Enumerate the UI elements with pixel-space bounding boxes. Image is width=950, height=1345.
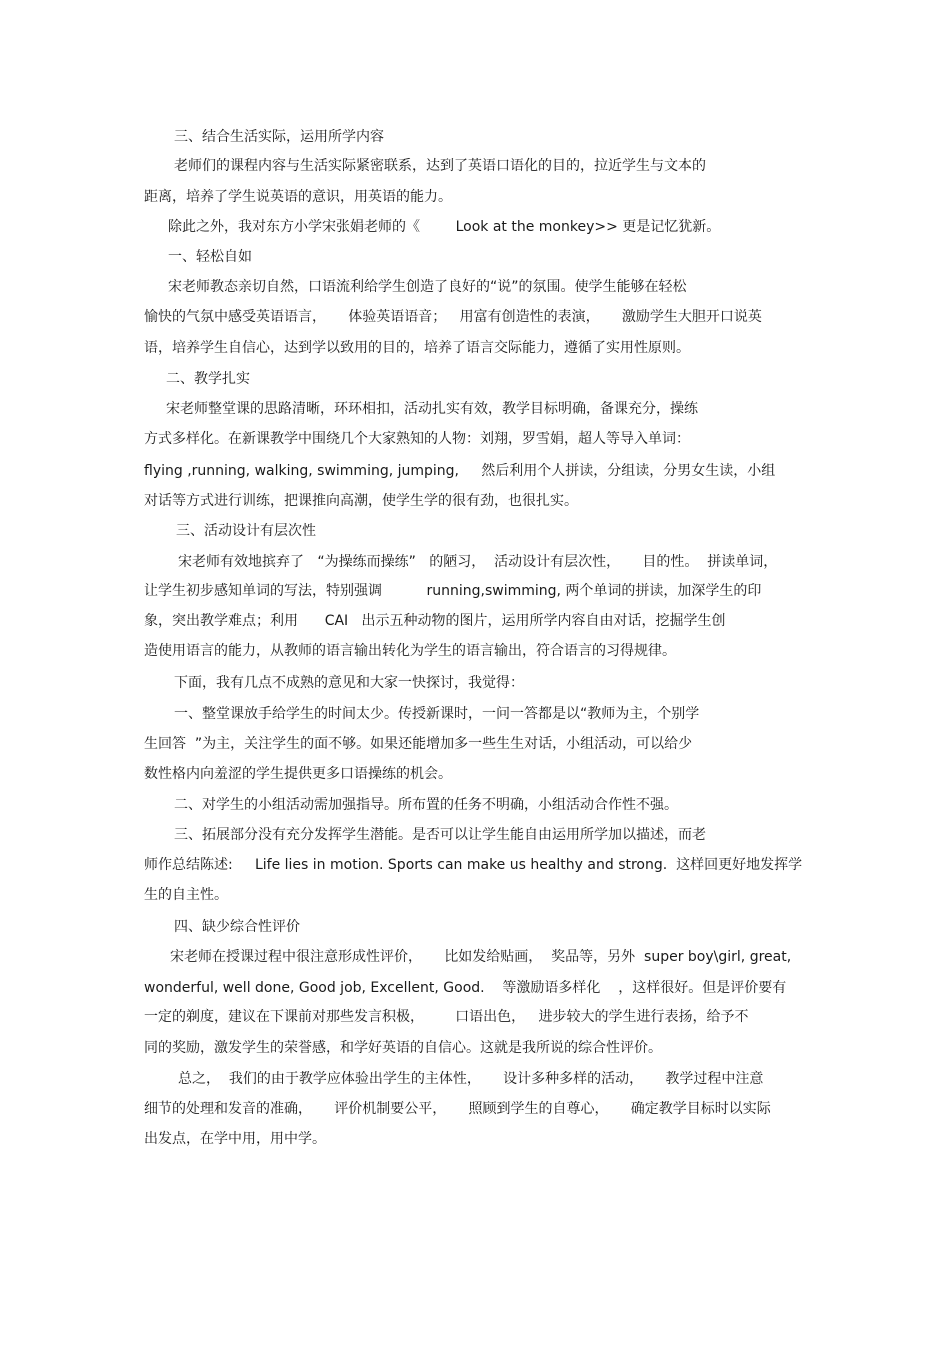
paragraph-line: 象，突出教学难点；利用 CAI 出示五种动物的图片，运用所学内容自由对话，挖掘学生创 bbox=[144, 613, 726, 629]
paragraph-line: 数性格内向羞涩的学生提供更多口语操练的机会。 bbox=[144, 766, 452, 782]
paragraph-line: 造使用语言的能力，从教师的语言输出转化为学生的语言输出，符合语言的习得规律。 bbox=[144, 643, 676, 659]
paragraph-line: 让学生初步感知单词的写法，特别强调 running,swimming, 两个单词的拼读，加深学生的印 bbox=[144, 583, 762, 599]
paragraph-line: 方式多样化。在新课教学中围绕几个大家熟知的人物：刘翔，罗雪娟，超人等导入单词： bbox=[144, 431, 690, 447]
paragraph-line: 生回答 ”为主，关注学生的面不够。如果还能增加多一些生生对话，小组活动，可以给少 bbox=[144, 736, 693, 752]
paragraph-line: 语，培养学生自信心，达到学以致用的目的，培养了语言交际能力，遵循了实用性原则。 bbox=[144, 340, 690, 356]
paragraph-line: 生的自主性。 bbox=[144, 887, 228, 903]
paragraph-line: 三、拓展部分没有充分发挥学生潜能。是否可以让学生能自由运用所学加以描述，而老 bbox=[174, 827, 706, 843]
paragraph-line: wonderful, well done, Good job, Excellent, Good. 等激励语多样化 ，这样很好。但是评价要有 bbox=[144, 980, 787, 996]
paragraph-line: 老师们的课程内容与生活实际紧密联系，达到了英语口语化的目的，拉近学生与文本的 bbox=[174, 158, 706, 174]
heading-one-relaxed: 一、轻松自如 bbox=[168, 249, 252, 265]
paragraph-line: 愉快的气氛中感受英语语言， 体验英语语音； 用富有创造性的表演， 激励学生大胆开口说英 bbox=[144, 309, 762, 325]
paragraph-line: flying ,running, walking, swimming, jumping, 然后利用个人拼读，分组读，分男女生读，小组 bbox=[144, 463, 776, 479]
paragraph-line: 细节的处理和发音的准确， 评价机制要公平， 照顾到学生的自尊心， 确定教学目标时以实际 bbox=[144, 1101, 771, 1117]
paragraph-line: 一定的剃度，建议在下课前对那些发言积极， 口语出色， 进步较大的学生进行表扬，给予不 bbox=[144, 1009, 749, 1025]
paragraph-line: 出发点，在学中用，用中学。 bbox=[144, 1131, 326, 1147]
heading-three-life-practice: 三、结合生活实际，运用所学内容 bbox=[174, 129, 384, 145]
heading-four-evaluation: 四、缺少综合性评价 bbox=[174, 919, 300, 935]
heading-three-activity-design: 三、活动设计有层次性 bbox=[176, 523, 316, 539]
paragraph-line: 师作总结陈述: Life lies in motion. Sports can make us healthy and strong. 这样回更好地发挥学 bbox=[144, 857, 803, 873]
paragraph-line: 二、对学生的小组活动需加强指导。所布置的任务不明确，小组活动合作性不强。 bbox=[174, 797, 678, 813]
paragraph-line: 宋老师在授课过程中很注意形成性评价， 比如发给贴画， 奖品等，另外 super boy\girl, great, bbox=[170, 949, 792, 965]
paragraph-line: 同的奖励，激发学生的荣誉感，和学好英语的自信心。这就是我所说的综合性评价。 bbox=[144, 1040, 662, 1056]
paragraph-line: 除此之外，我对东方小学宋张娟老师的《 Look at the monkey>> 更是记忆犹新。 bbox=[168, 219, 721, 235]
heading-two-solid-teaching: 二、教学扎实 bbox=[166, 371, 250, 387]
paragraph-line: 对话等方式进行训练，把课推向高潮，使学生学的很有劲，也很扎实。 bbox=[144, 493, 578, 509]
paragraph-line: 距离，培养了学生说英语的意识，用英语的能力。 bbox=[144, 189, 452, 205]
paragraph-line: 下面，我有几点不成熟的意见和大家一快探讨，我觉得： bbox=[174, 675, 524, 691]
paragraph-line: 一、整堂课放手给学生的时间太少。传授新课时，一问一答都是以“教师为主，个别学 bbox=[174, 706, 700, 722]
paragraph-line: 宋老师有效地摈弃了 “为操练而操练” 的陋习， 活动设计有层次性， 目的性。 拼读单词， bbox=[178, 554, 778, 570]
paragraph-line: 宋老师整堂课的思路清晰，环环相扣，活动扎实有效，教学目标明确，备课充分，操练 bbox=[166, 401, 698, 417]
paragraph-line: 宋老师教态亲切自然，口语流利给学生创造了良好的“说”的氛围。使学生能够在轻松 bbox=[168, 279, 687, 295]
paragraph-line: 总之， 我们的由于教学应体验出学生的主体性， 设计多种多样的活动， 教学过程中注意 bbox=[178, 1071, 764, 1087]
